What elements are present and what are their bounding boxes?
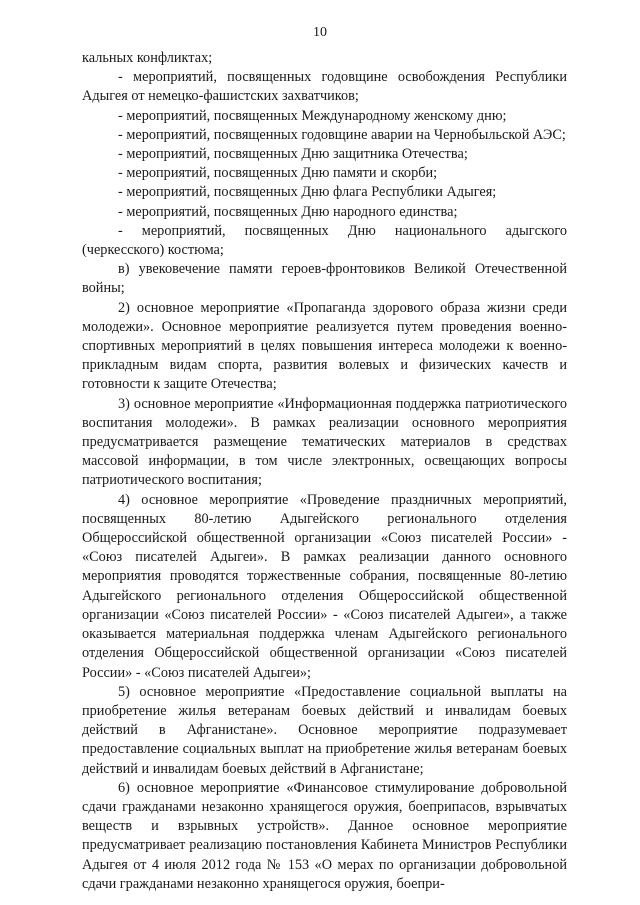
paragraph: - мероприятий, посвященных Дню флага Республики Адыгея; <box>118 184 497 201</box>
page-number: 10 <box>313 25 327 40</box>
paragraph: - мероприятий, посвященных Международному женскому дню; <box>118 107 507 124</box>
paragraph: - мероприятий, посвященных Дню национального адыгского (черкесского) костюма; <box>82 222 567 259</box>
paragraph: 2) основное мероприятие «Пропаганда здорового образа жизни среди молодежи». Основное мероприятие реализуется путем проведения военно-спортивных мероприятий в целях повышения интереса молодежи к военно-прикладным видам спорта, развития волевых и физических качеств и готовности к защите Отечества; <box>82 299 567 393</box>
paragraph: - мероприятий, посвященных Дню памяти и скорби; <box>118 165 438 182</box>
paragraph: кальных конфликтах; <box>82 50 213 66</box>
paragraph: 5) основное мероприятие «Предоставление социальной выплаты на приобретение жилья ветеранам боевых действий и инвалидам боевых действий в Афганистане». Основное мероприятие подразумевает предоставление социальных выплат на приобретение жилья ветеранам боевых действий и инвалидам боевых действий в Афганистане; <box>82 683 567 777</box>
paragraph: 6) основное мероприятие «Финансовое стимулирование добровольной сдачи гражданами незаконно хранящегося оружия, боеприпасов, взрывчатых веществ и взрывных устройств». Данное основное мероприятие предусматривает реализацию постановления Кабинета Министров Республики Адыгея от 4 июля 2012 года № 153 «О мерах по организации добровольной сдачи гражданами незаконно хранящегося оружия, боепри- <box>82 779 567 892</box>
paragraph: 4) основное мероприятие «Проведение праздничных мероприятий, посвященных 80-летию Адыгейского регионального отделения Общероссийской общественной организации «Союз писателей России» - «Союз писателей Адыгеи». В рамках реализации данного основного мероприятия проводятся торжественные собрания, посвященные 80-летию Адыгейского регионального отделения Общероссийской общественной организации «Союз писателей России» - «Союз писателей Адыгеи», а также оказывается материальная поддержка членам Адыгейского регионального отделения Общероссийской общественной организации «Союз писателей России» - «Союз писателей Адыгеи»; <box>82 491 567 681</box>
document-body <box>82 49 567 894</box>
paragraph: в) увековечение памяти героев-фронтовиков Великой Отечественной войны; <box>82 261 567 297</box>
paragraph: - мероприятий, посвященных годовщине аварии на Чернобыльской АЭС; <box>118 126 566 143</box>
paragraph: 3) основное мероприятие «Информационная поддержка патриотического воспитания молодежи». В рамках реализации основного мероприятия предусматривается размещение тематических материалов в средствах массовой информации, в том числе электронных, освещающих вопросы патриотического воспитания; <box>82 395 567 489</box>
paragraph: - мероприятий, посвященных годовщине освобождения Республики Адыгея от немецко-фашистских захватчиков; <box>82 69 567 105</box>
paragraph: - мероприятий, посвященных Дню народного единства; <box>118 203 458 220</box>
paragraph: - мероприятий, посвященных Дню защитника Отечества; <box>118 146 468 163</box>
